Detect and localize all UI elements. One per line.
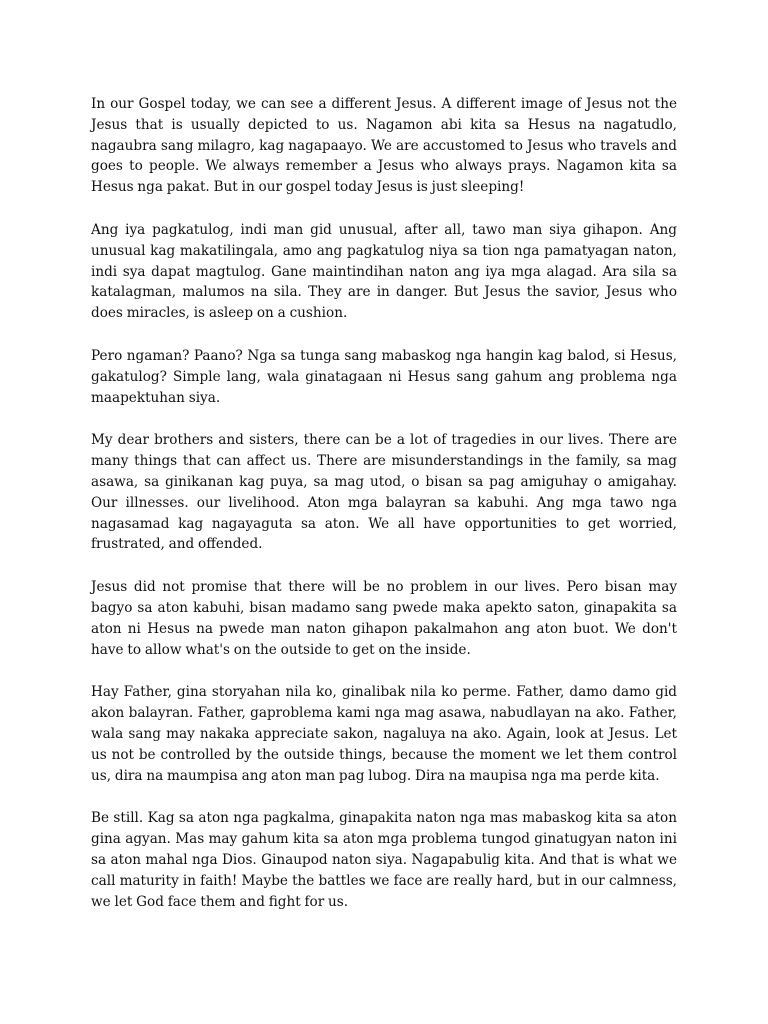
- paragraph-7: Be still. Kag sa aton nga pagkalma, ginapakita naton nga mas mabaskog kita sa aton gina agyan. Mas may gahum kita sa aton mga problema tungod ginatugyan naton ini sa aton mahal nga Dios. Ginaupod naton siya. Nagapabulig kita. And that is what we call maturity in faith! Maybe the battles we face are really hard, but in our calmness, we let God face them and fight for us.: [91, 810, 677, 910]
- paragraph-6: Hay Father, gina storyahan nila ko, ginalibak nila ko perme. Father, damo damo gid akon balayran. Father, gaproblema kami nga mag asawa, nabudlayan na ako. Father, wala sang may nakaka appreciate sakon, nagaluya na ako. Again, look at Jesus. Let us not be controlled by the outside things, because the moment we let them control us, dira na maumpisa ang aton man pag lubog. Dira na maupisa nga ma perde kita.: [91, 684, 677, 784]
- paragraph-2: Ang iya pagkatulog, indi man gid unusual, after all, tawo man siya gihapon. Ang unusual kag makatilingala, amo ang pagkatulog niya sa tion nga pamatyagan naton, indi sya dapat magtulog. Gane maintindihan naton ang iya mga alagad. Ara sila sa katalagman, malumos na sila. They are in danger. But Jesus the savior, Jesus who does miracles, is asleep on a cushion.: [91, 221, 677, 322]
- paragraph-1: In our Gospel today, we can see a different Jesus. A different image of Jesus not the Jesus that is usually depicted to us. Nagamon abi kita sa Hesus na nagatudlo, nagaubra sang milagro, kag nagapaayo. We are accustomed to Jesus who travels and goes to people. We always remember a Jesus who always prays. Nagamon kita sa Hesus nga pakat. But in our gospel today Jesus is just sleeping!: [91, 96, 677, 196]
- paragraph-4: My dear brothers and sisters, there can be a lot of tragedies in our lives. There are many things that can affect us. There are misunderstandings in the family, sa mag asawa, sa ginikanan kag puya, sa mag utod, o bisan sa pag amiguhay o amigahay. Our illnesses. our livelihood. Aton mga balayran sa kabuhi. Ang mga tawo nga nagasamad kag nagayaguta sa aton. We all have opportunities to get worried, frustrated, and offended.: [91, 432, 677, 553]
- paragraph-5: Jesus did not promise that there will be no problem in our lives. Pero bisan may bagyo sa aton kabuhi, bisan madamo sang pwede maka apekto saton, ginapakita sa aton ni Hesus na pwede man naton gihapon pakalmahon ang aton buot. We don't have to allow what's on the outside to get on the inside.: [91, 579, 677, 658]
- document-body: [91, 94, 677, 934]
- paragraph-3: Pero ngaman? Paano? Nga sa tunga sang mabaskog nga hangin kag balod, si Hesus, gakatulog? Simple lang, wala ginatagaan ni Hesus sang gahum ang problema nga maapektuhan siya.: [91, 347, 677, 406]
